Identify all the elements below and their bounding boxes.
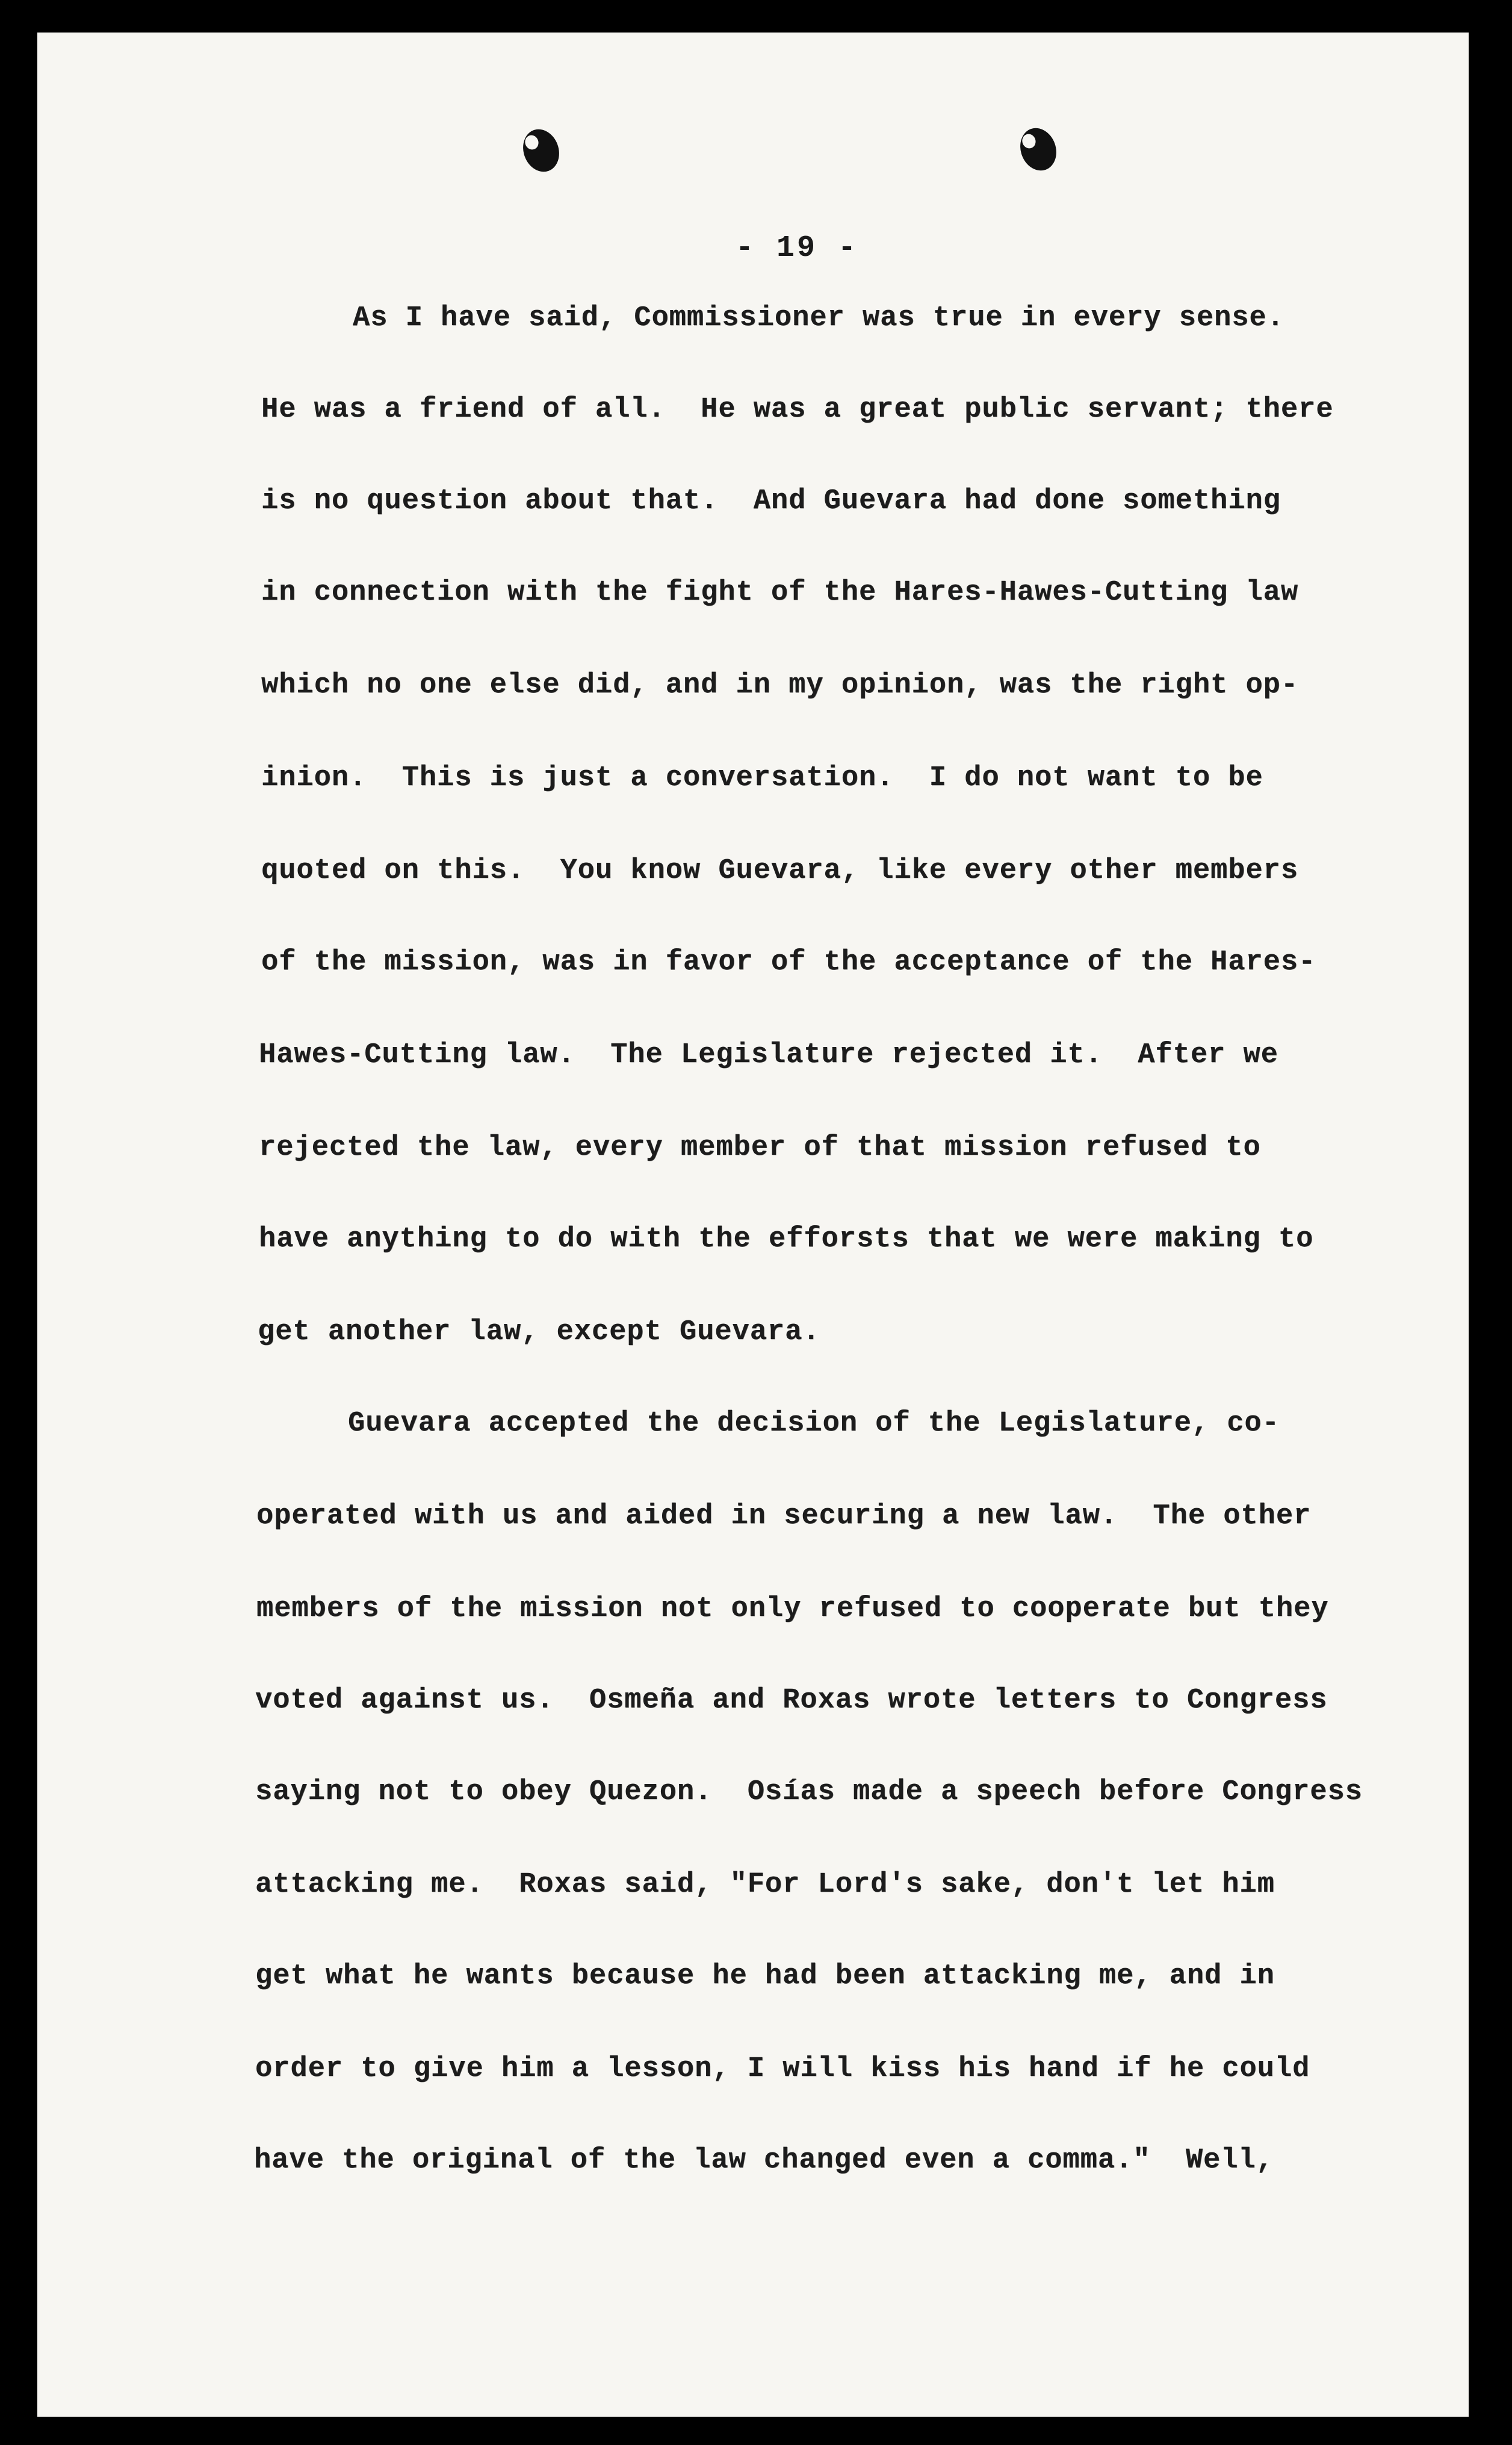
punch-hole-right [1014, 123, 1062, 175]
text-line: get another law, except Guevara. [258, 1316, 820, 1348]
punch-hole-left [517, 124, 565, 176]
text-line: rejected the law, every member of that mission refused to [259, 1132, 1261, 1164]
text-line: get what he wants because he had been attacking me, and in [255, 1960, 1275, 1992]
text-line: attacking me. Roxas said, "For Lord's sake, don't let him [255, 1869, 1275, 1901]
text-line: He was a friend of all. He was a great public servant; there [261, 394, 1334, 426]
text-line: Hawes-Cutting law. The Legislature rejected it. After we [259, 1039, 1278, 1071]
text-line: is no question about that. And Guevara had done something [261, 485, 1281, 517]
text-line: of the mission, was in favor of the acceptance of the Hares- [261, 946, 1316, 978]
text-line: saying not to obey Quezon. Osías made a speech before Congress [255, 1776, 1363, 1808]
text-line: have anything to do with the efforsts that we were making to [259, 1223, 1314, 1255]
text-line: voted against us. Osmeña and Roxas wrote letters to Congress [255, 1685, 1328, 1716]
text-line: which no one else did, and in my opinion, was the right op- [261, 670, 1299, 701]
text-line: inion. This is just a conversation. I do not want to be [261, 762, 1263, 794]
text-line: have the original of the law changed even a comma." Well, [254, 2145, 1274, 2176]
text-line: Guevara accepted the decision of the Legislature, co- [348, 1408, 1280, 1440]
text-line: quoted on this. You know Guevara, like every other members [261, 855, 1299, 887]
document-page [37, 33, 1469, 2417]
text-line: order to give him a lesson, I will kiss his hand if he could [255, 2053, 1310, 2085]
text-line: operated with us and aided in securing a new law. The other [256, 1500, 1312, 1532]
page-number: - 19 - [736, 231, 859, 266]
text-line: As I have said, Commissioner was true in every sense. [353, 302, 1284, 334]
text-line: in connection with the fight of the Hares-Hawes-Cutting law [261, 577, 1299, 609]
text-line: members of the mission not only refused to cooperate but they [256, 1593, 1329, 1625]
